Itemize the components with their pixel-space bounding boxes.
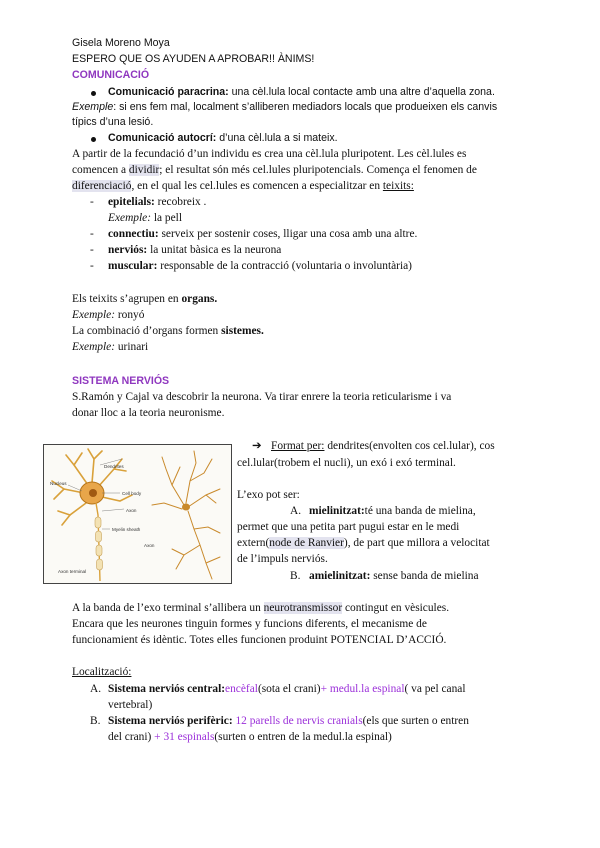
format-line-1: Format per: dendrites(envolten cos cel.lular), cos bbox=[271, 440, 495, 452]
tissue-item-nervios: nerviós: la unitat bàsica es la neurona bbox=[108, 244, 282, 256]
section-heading-sistema-nervios: SISTEMA NERVIÓS bbox=[72, 375, 170, 387]
dash-icon: - bbox=[90, 260, 94, 272]
tissue-item-muscular: muscular: responsable de la contracció (voluntaria o involuntària) bbox=[108, 260, 412, 272]
nucleus-shape bbox=[89, 489, 97, 497]
figure-label-dendrites: Dendrites bbox=[104, 464, 124, 469]
dash-icon: - bbox=[90, 228, 94, 240]
intro-line-1: A partir de la fecundació d’un individu es crea una cèl.lula pluripotent. Les cèl.lules es bbox=[72, 148, 467, 160]
paracrina-example-line-1: Exemple: si ens fem mal, localment s’alliberen mediadors locals que produeixen els canvis bbox=[72, 101, 498, 113]
paracrina-line: Comunicació paracrina: una cèl.lula local contacte amb una altre d’aquella zona. bbox=[108, 86, 495, 98]
myelin-line-2: permet que una petita part pugui estar en le medi bbox=[237, 521, 460, 533]
paracrina-example-line-2: típics d’una lesió. bbox=[72, 116, 154, 128]
arrow-icon: ➔ bbox=[252, 440, 262, 452]
neurotransmitter-line-3: funcionamient és idèntic. Totes elles funcionen produint POTENCIAL D’ACCIÓ. bbox=[72, 634, 447, 646]
figure-label-cell-body: Cell body bbox=[122, 491, 142, 496]
myelin-line-3: extern(node de Ranvier), de part que millora a velocitat bbox=[237, 537, 490, 549]
neurotransmitter-line-1: A la banda de l’exo terminal s’allibera un neurotransmissor contingut en vèsicules. bbox=[72, 602, 450, 614]
neuron-diagram bbox=[43, 444, 232, 584]
tissue-item-epitelials: epitelials: recobreix . bbox=[108, 196, 207, 208]
author-name: Gisela Moreno Moya bbox=[72, 37, 170, 49]
exo-intro: L’exo pot ser: bbox=[237, 489, 300, 501]
central-nervous-system-line-2: vertebral) bbox=[108, 699, 153, 711]
figure-label-nucleus: Nucleus bbox=[50, 481, 67, 486]
neurotransmitter-line-2: Encara que les neurones tinguin formes y funcions diferents, el mecanisme de bbox=[72, 618, 427, 630]
intro-line-2: comencen a dividir; el resultat són més cel.lules pluripotencials. Comença el fenomen de bbox=[72, 164, 477, 176]
figure-label-axon-terminal: Axon terminal bbox=[58, 569, 87, 574]
list-letter-a: A. bbox=[90, 683, 102, 695]
amyelin-letter: B. bbox=[290, 570, 301, 582]
list-letter-b: B. bbox=[90, 715, 101, 727]
second-cell-body-shape bbox=[182, 504, 190, 511]
format-line-2: cel.lular(trobem el nucli), un exó i exó terminal. bbox=[237, 457, 456, 469]
central-nervous-system-line-1: Sistema nerviós central:encèfal(sota el crani)+ medul.la espinal( va pel canal bbox=[108, 683, 466, 695]
tissue-example-epitelials: Exemple: la pell bbox=[108, 212, 183, 224]
intro-line-3: diferenciació, en el qual les cel.lules es comencen a especialitzar en teixits: bbox=[72, 180, 414, 192]
motto-line: ESPERO QUE OS AYUDEN A APROBAR!! ÀNIMS! bbox=[72, 53, 315, 65]
localitzacio-heading: Localització: bbox=[72, 666, 132, 678]
figure-label-myelin-sheath: Myelin sheath bbox=[112, 527, 141, 532]
sistema-intro-line-2: donar lloc a la teoria neuronisme. bbox=[72, 407, 225, 419]
myelin-line-1: mielinitzat:té una banda de mielina, bbox=[309, 505, 476, 517]
organs-example: Exemple: ronyó bbox=[72, 309, 145, 321]
peripheral-nervous-system-line-2: del crani) + 31 espinals(surten o entren de la medul.la espinal) bbox=[108, 731, 392, 743]
autocri-line: Comunicació autocrí: d’una cèl.lula a si mateix. bbox=[108, 132, 338, 144]
myelin-letter: A. bbox=[290, 505, 302, 517]
myelin-line-4: de l’impuls nerviós. bbox=[237, 553, 328, 565]
dash-icon: - bbox=[90, 244, 94, 256]
figure-label-axon: Axon bbox=[126, 508, 137, 513]
bullet-icon bbox=[91, 91, 96, 96]
dash-icon: - bbox=[90, 196, 94, 208]
neuron-illustration bbox=[44, 445, 231, 583]
tissue-item-connectiu: connectiu: serveix per sostenir coses, lligar una cosa amb una altre. bbox=[108, 228, 418, 240]
bullet-icon bbox=[91, 137, 96, 142]
figure-label-axon-2: Axon bbox=[144, 543, 155, 548]
sistema-intro-line-1: S.Ramón y Cajal va descobrir la neurona. Va tirar enrere la teoria reticularisme i va bbox=[72, 391, 452, 403]
systems-line: La combinació d’organs formen sistemes. bbox=[72, 325, 264, 337]
section-heading-comunicacio: COMUNICACIÓ bbox=[72, 69, 150, 81]
systems-example: Exemple: urinari bbox=[72, 341, 149, 353]
organs-line: Els teixits s’agrupen en organs. bbox=[72, 293, 218, 305]
peripheral-nervous-system-line-1: Sistema nerviós perifèric: 12 parells de nervis cranials(els que surten o entren bbox=[108, 715, 469, 727]
amyelin-line: amielinitzat: sense banda de mielina bbox=[309, 570, 479, 582]
